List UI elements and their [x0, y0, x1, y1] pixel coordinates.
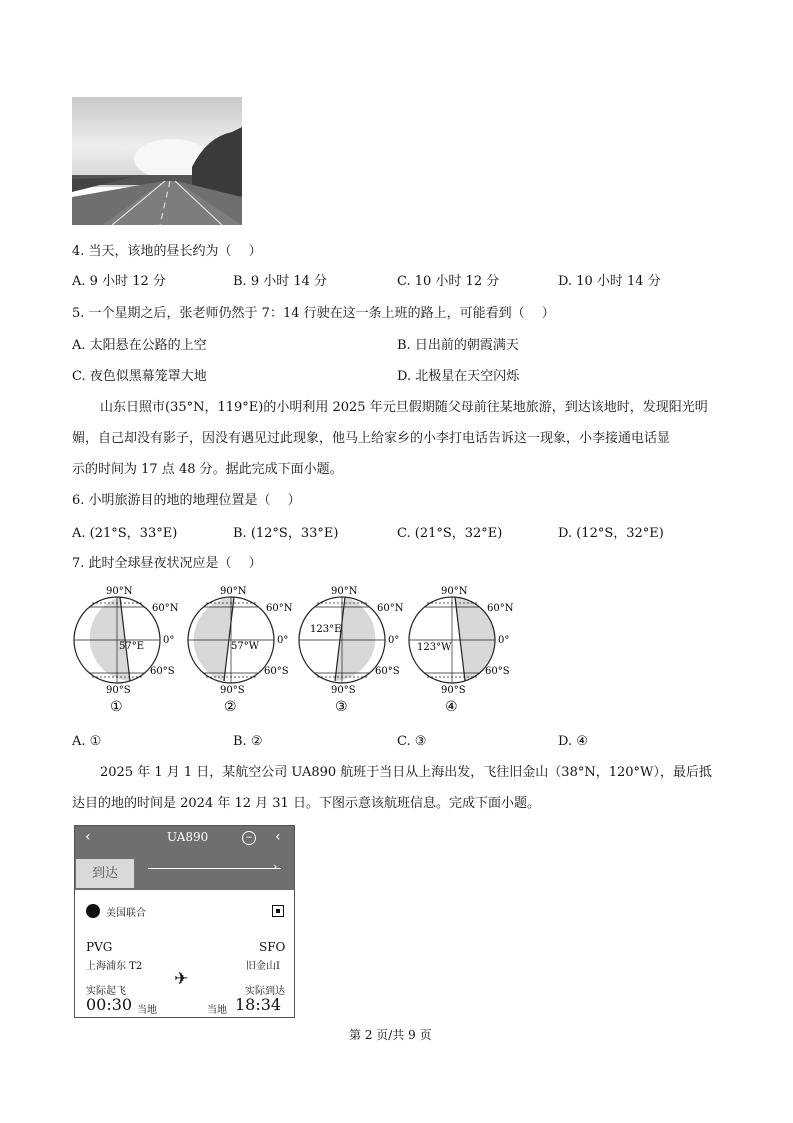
globe-3-label-90n: 90°N: [331, 586, 358, 597]
q4-option-c: C. 10 小时 12 分: [397, 274, 500, 289]
origin-name: 上海浦东 T2: [86, 961, 143, 972]
globe-3-label-60s: 60°S: [375, 666, 400, 677]
q6-option-b: B. (12°S，33°E): [233, 526, 339, 541]
q5-option-d: D. 北极星在天空闪烁: [397, 369, 520, 384]
globe-3-number: ③: [335, 699, 348, 715]
dest-name: 旧金山I: [246, 961, 280, 972]
globe-1: [74, 597, 160, 683]
globe-2-label-90n: 90°N: [220, 586, 247, 597]
globe-3-label-eq: 0°: [388, 635, 400, 646]
globe-1-label-eq: 0°: [163, 635, 175, 646]
q6-option-c: C. (21°S，32°E): [397, 526, 503, 541]
share-icon[interactable]: ‹: [275, 829, 281, 845]
globe-4-label-60n: 60°N: [487, 603, 514, 614]
road-photo: [72, 97, 242, 225]
dest-code: SFO: [259, 940, 286, 954]
globe-2-number: ②: [224, 699, 237, 715]
globe-2-label-60n: 60°N: [266, 603, 293, 614]
q5-option-a: A. 太阳悬在公路的上空: [72, 338, 207, 353]
back-icon[interactable]: ‹: [85, 829, 91, 845]
globe-2-label-90s: 90°S: [220, 685, 245, 696]
q7-option-c: C. ③: [397, 734, 427, 749]
globe-1-number: ①: [110, 699, 123, 715]
passage2-line-3: 示的时间为 17 点 48 分。据此完成下面小题。: [72, 462, 343, 477]
q5-option-c: C. 夜色似黑幕笼罩大地: [72, 369, 207, 384]
flight-card: [74, 825, 295, 1018]
globe-3-label-60n: 60°N: [377, 603, 404, 614]
qr-icon[interactable]: [272, 905, 284, 917]
passage2-line-2: 媚，自己却没有影子，因没有遇见过此现象，他马上给家乡的小李打电话告诉这一现象，小李接通电话显: [72, 431, 671, 446]
tab-arrival[interactable]: 到达: [76, 859, 134, 888]
globe-3-label-90s: 90°S: [331, 685, 356, 696]
arrive-label: 实际到达: [245, 986, 285, 997]
globe-4-number: ④: [445, 699, 458, 715]
origin-code: PVG: [86, 940, 113, 954]
globe-2-label-eq: 0°: [277, 635, 289, 646]
depart-label: 实际起飞: [86, 986, 126, 997]
flight-number: UA890: [167, 830, 209, 844]
q5-stem: 5. 一个星期之后，张老师仍然于 7：14 行驶在这一条上班的路上，可能看到（ ）: [72, 306, 555, 321]
q6-stem: 6. 小明旅游目的地的地理位置是（ ）: [72, 493, 301, 508]
globe-4-meridian-label: 123°W: [417, 642, 452, 653]
passage3-line-1: 2025 年 1 月 1 日，某航空公司 UA890 航班于当日从上海出发，飞往旧金山（38°N，120°W），最后抵: [100, 765, 712, 780]
globe-4-label-eq: 0°: [498, 635, 510, 646]
more-icon[interactable]: −: [242, 831, 256, 845]
depart-time: 00:30: [86, 995, 133, 1014]
q4-option-a: A. 9 小时 12 分: [72, 274, 166, 289]
q5-option-b: B. 日出前的朝霞满天: [397, 338, 519, 353]
globe-4-label-60s: 60°S: [485, 666, 510, 677]
q4-option-b: B. 9 小时 14 分: [233, 274, 328, 289]
globe-1-label-90n: 90°N: [106, 586, 133, 597]
globe-2-label-60s: 60°S: [264, 666, 289, 677]
globe-4: [409, 597, 495, 683]
globe-2: [188, 597, 274, 683]
q7-option-b: B. ②: [233, 734, 263, 749]
arrow-right-icon: ›: [273, 860, 278, 873]
q4-stem: 4. 当天，该地的昼长约为（ ）: [72, 244, 262, 259]
globe-1-label-90s: 90°S: [106, 685, 131, 696]
globe-1-meridian-label: 57°E: [119, 641, 145, 652]
airplane-icon: ✈: [174, 969, 189, 989]
q6-option-a: A. (21°S，33°E): [72, 526, 178, 541]
globe-3: [299, 597, 385, 683]
arrive-time: 18:34: [235, 995, 282, 1014]
passage2-line-1: 山东日照市(35°N，119°E)的小明利用 2025 年元旦假期随父母前往某地旅游，到达该地时，发现阳光明: [100, 400, 708, 415]
q4-option-d: D. 10 小时 14 分: [558, 274, 661, 289]
airline-name: 美国联合: [106, 908, 146, 919]
globe-4-label-90s: 90°S: [441, 685, 466, 696]
globe-1-label-60s: 60°S: [150, 666, 175, 677]
q6-option-d: D. (12°S，32°E): [558, 526, 664, 541]
page-footer: 第 2 页/共 9 页: [349, 1028, 432, 1042]
globe-4-label-90n: 90°N: [441, 586, 468, 597]
airline-logo-icon: [86, 904, 100, 918]
depart-tz: 当地: [137, 1005, 157, 1016]
arrive-tz: 当地: [207, 1005, 227, 1016]
route-line: [148, 868, 281, 869]
globe-1-label-60n: 60°N: [152, 603, 179, 614]
globe-figures: [64, 583, 524, 715]
passage3-line-2: 达目的地的时间是 2024 年 12 月 31 日。下图示意该航班信息。完成下面小题。: [72, 796, 540, 811]
q7-option-d: D. ④: [558, 734, 588, 749]
globe-2-meridian-label: 57°W: [231, 641, 260, 652]
q7-option-a: A. ①: [72, 734, 102, 749]
globe-3-meridian-label: 123°E: [310, 624, 342, 635]
q7-stem: 7. 此时全球昼夜状况应是（ ）: [72, 556, 262, 571]
